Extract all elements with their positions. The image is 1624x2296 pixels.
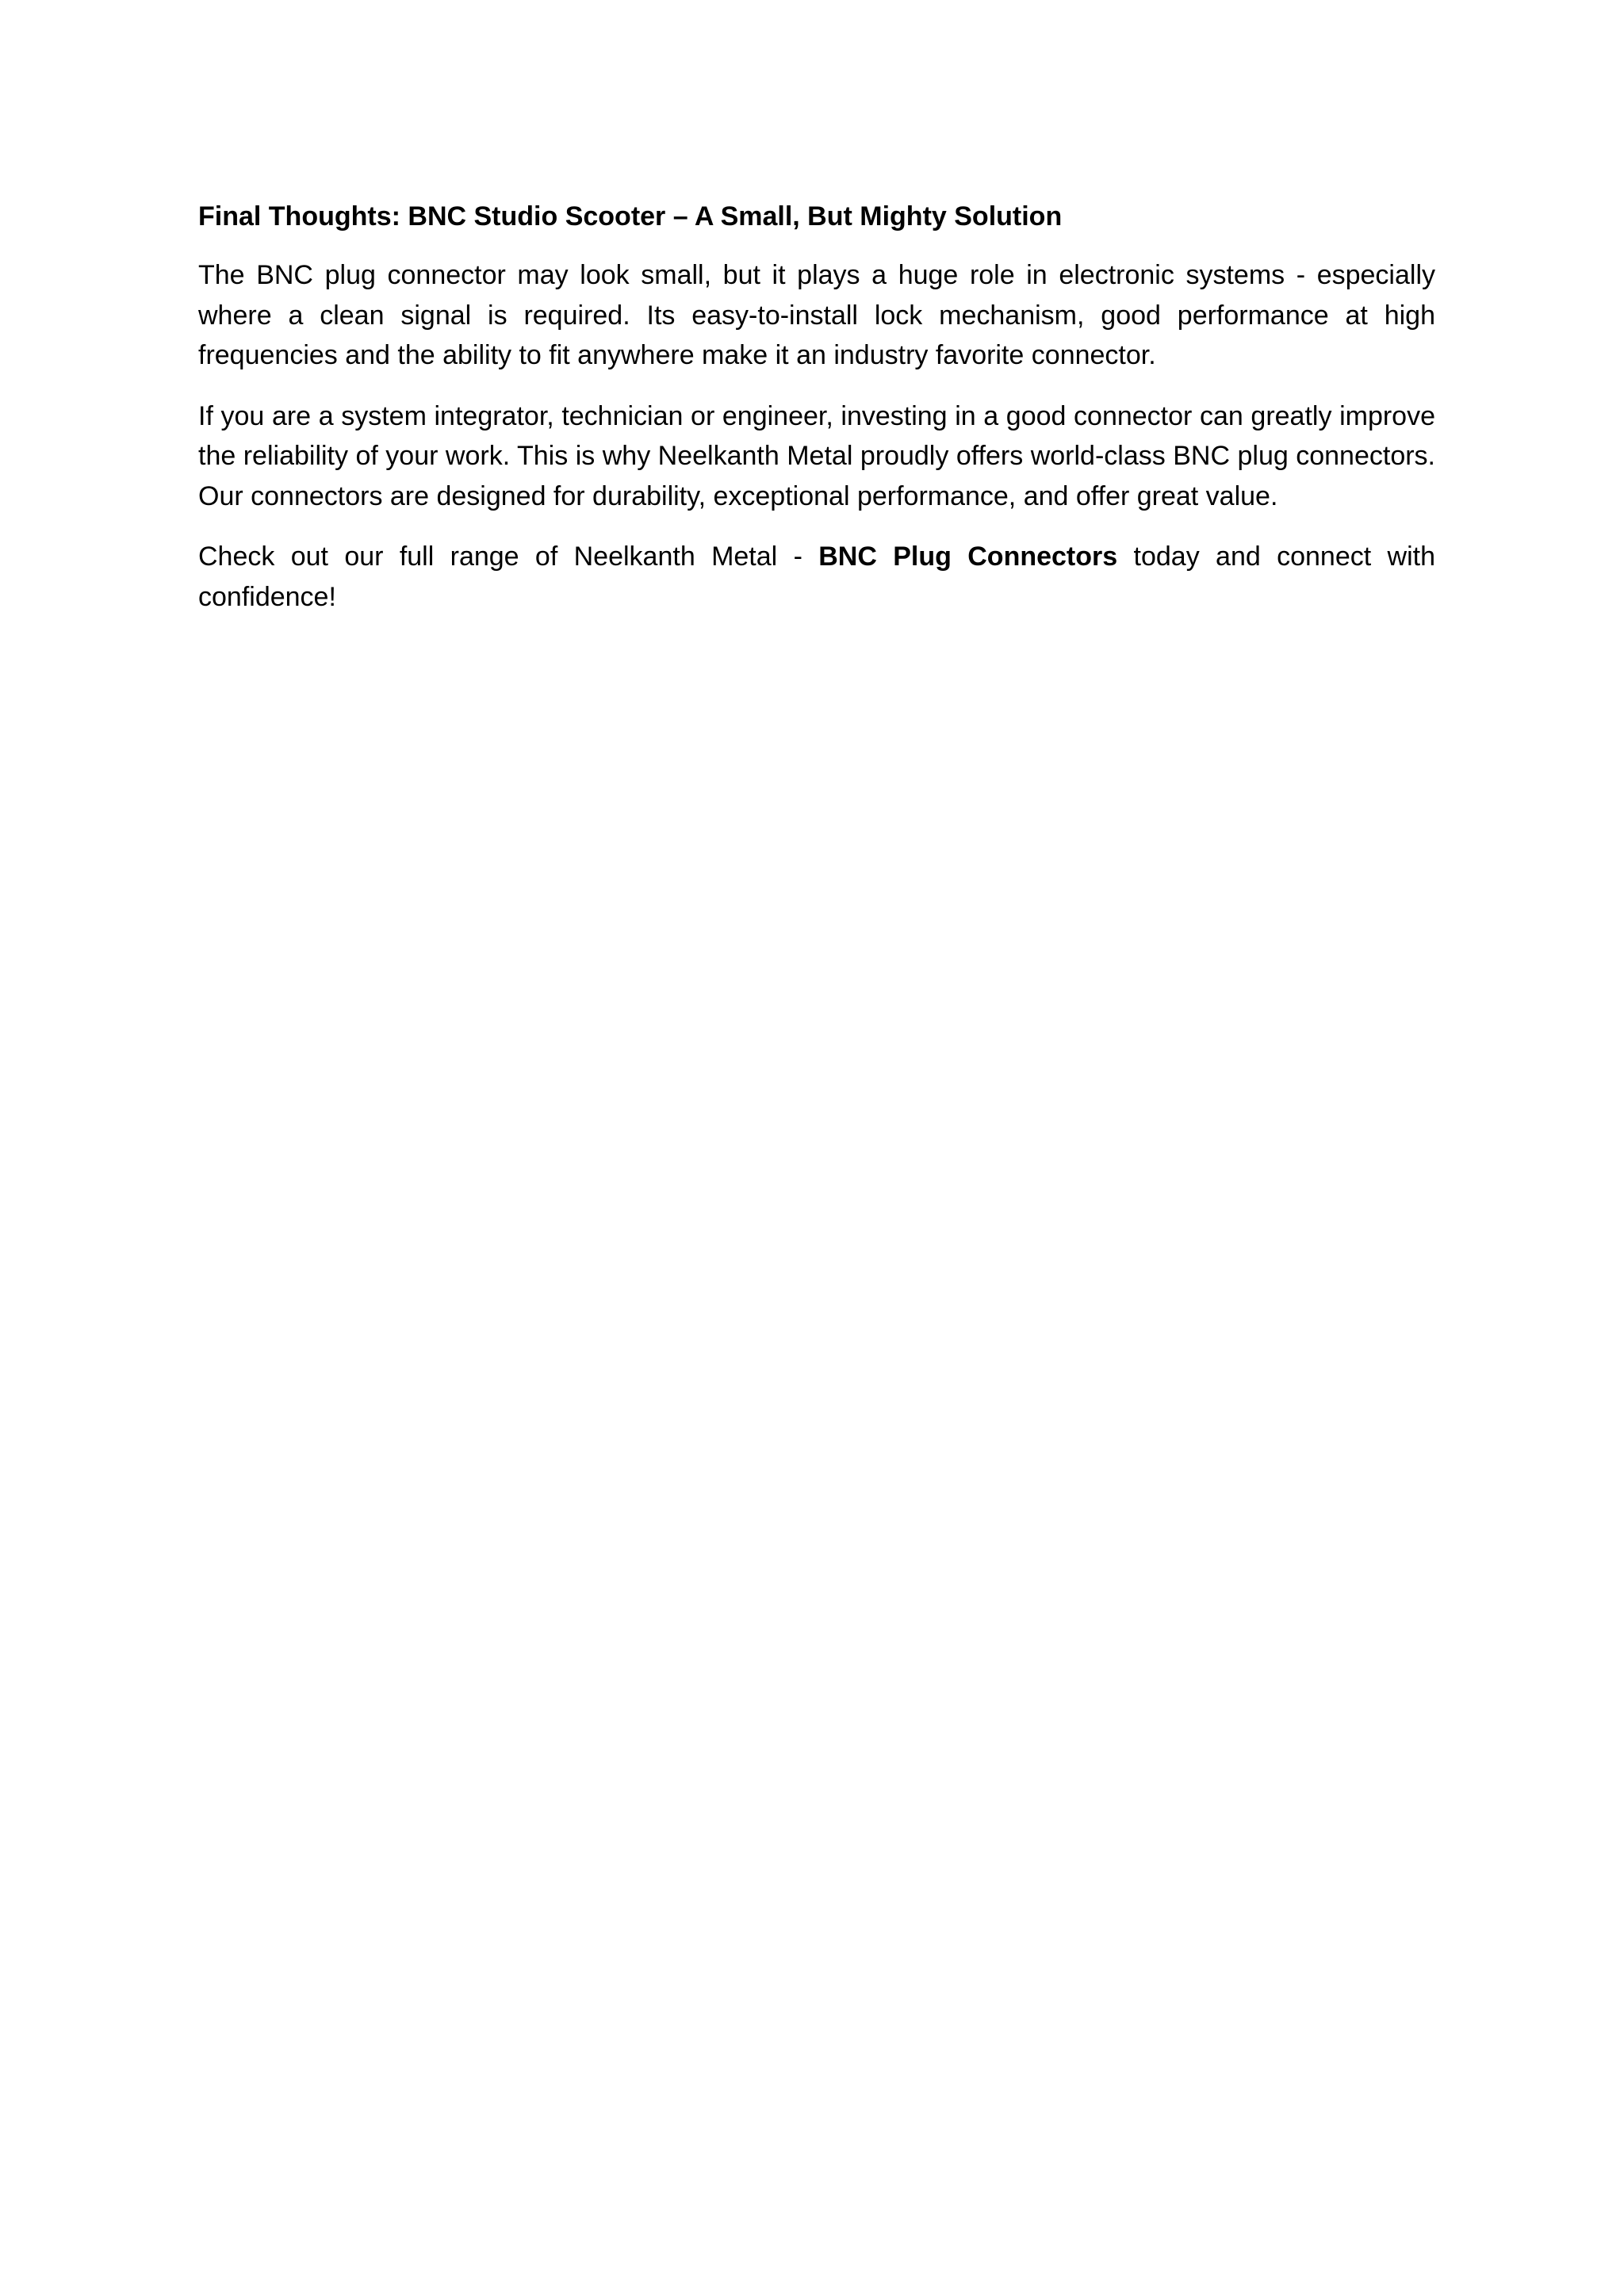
section-heading: Final Thoughts: BNC Studio Scooter – A Small, But Mighty Solution	[198, 201, 1063, 232]
paragraph-intro: The BNC plug connector may look small, but it plays a huge role in electronic systems - especially where a clean signal is required. Its easy-to-install lock mechanism, good performance at high frequencies and the ability to fit anywhere make it an industry favorite connector.	[198, 260, 1435, 370]
cta-text-before: Check out our full range of Neelkanth Metal -	[198, 541, 819, 572]
cta-product-name: BNC Plug Connectors	[818, 541, 1118, 572]
cta-text-after: today and connect with confidence!	[198, 541, 1436, 612]
paragraph-call-to-action	[198, 537, 1435, 617]
paragraph-integrator: If you are a system integrator, technician or engineer, investing in a good connector can greatly improve the reliability of your work. This is why Neelkanth Metal proudly offers world-class BNC plug connectors. Our connectors are designed for durability, exceptional performance, and offer great value.	[198, 400, 1435, 511]
document-body	[198, 195, 1435, 637]
